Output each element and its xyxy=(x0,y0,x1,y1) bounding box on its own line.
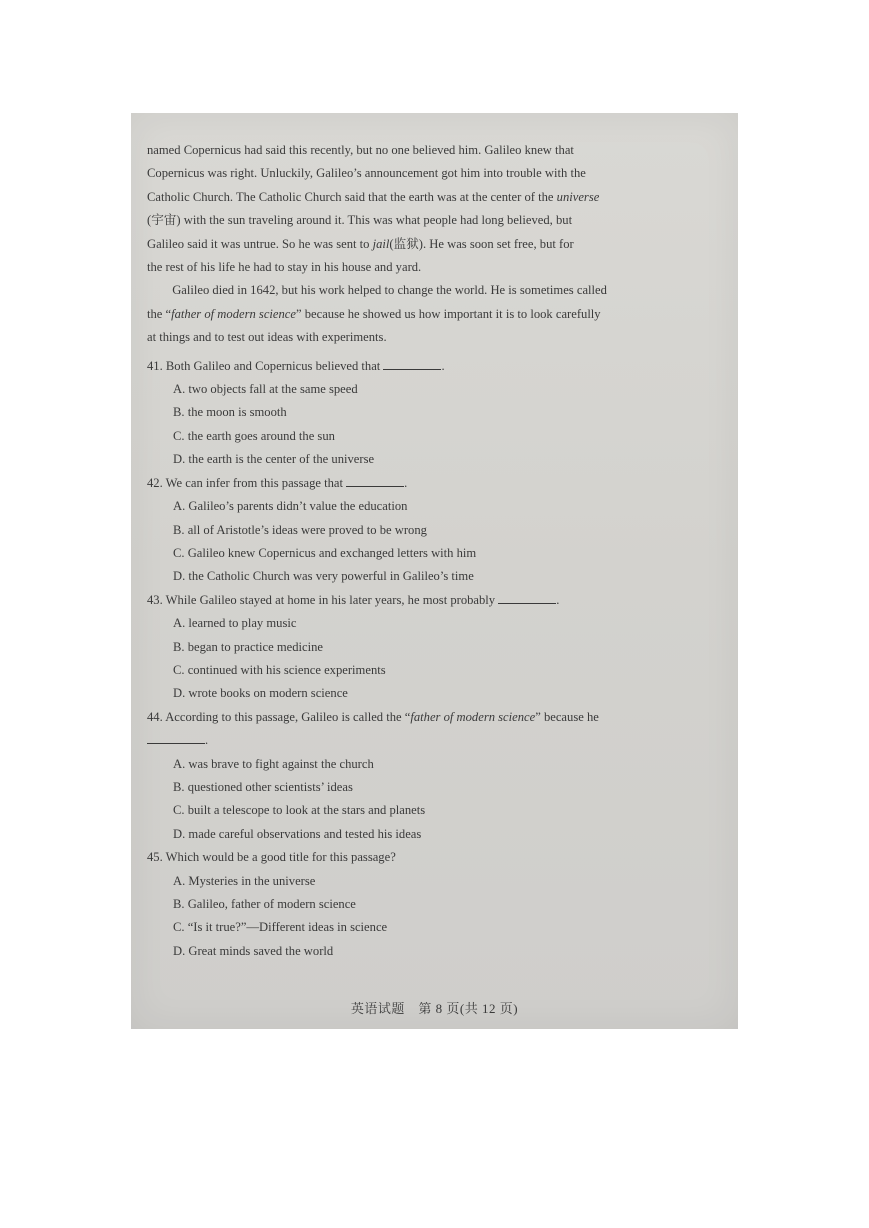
exam-page-photo xyxy=(131,113,738,1029)
passage-line: Catholic Church. The Catholic Church said that the earth was at the center of the universe xyxy=(147,189,600,204)
question-42 xyxy=(147,472,713,589)
question-stem: 41. Both Galileo and Copernicus believed that . xyxy=(147,358,445,373)
question-44 xyxy=(147,706,713,846)
question-43 xyxy=(147,589,713,706)
passage-paragraph-2 xyxy=(147,279,713,349)
answer-blank xyxy=(147,731,205,744)
option: D. Great minds saved the world xyxy=(173,943,334,958)
question-41 xyxy=(147,355,713,472)
question-45 xyxy=(147,846,713,963)
passage-paragraph-1 xyxy=(147,139,713,279)
passage-line: the “father of modern science” because he showed us how important it is to look carefully xyxy=(147,306,601,321)
page-footer: 英语试题 第 8 页(共 12 页) xyxy=(350,1001,519,1016)
page-content xyxy=(147,139,713,963)
answer-blank xyxy=(498,591,556,604)
option: A. was brave to fight against the church xyxy=(173,756,374,771)
answer-blank xyxy=(383,357,441,370)
passage-line: at things and to test out ideas with experiments. xyxy=(147,330,387,345)
question-stem: 44. According to this passage, Galileo is called the “father of modern science” because he xyxy=(147,709,599,724)
italic-term: father of modern science xyxy=(171,306,296,321)
option: D. the Catholic Church was very powerful in Galileo’s time xyxy=(173,569,474,584)
question-stem: 42. We can infer from this passage that . xyxy=(147,475,408,490)
answer-blank xyxy=(346,474,404,487)
option: A. Mysteries in the universe xyxy=(173,873,316,888)
passage-line: named Copernicus had said this recently, but no one believed him. Galileo knew that xyxy=(147,143,574,157)
option: B. all of Aristotle’s ideas were proved to be wrong xyxy=(173,522,427,537)
italic-term: father of modern science xyxy=(410,709,536,724)
passage-line: Copernicus was right. Unluckily, Galileo’s announcement got him into trouble with the xyxy=(147,166,586,181)
option: C. Galileo knew Copernicus and exchanged letters with him xyxy=(173,545,477,560)
passage-line: Galileo said it was untrue. So he was sent to jail(监狱). He was soon set free, but for xyxy=(147,236,574,251)
passage-line: the rest of his life he had to stay in his house and yard. xyxy=(147,260,422,275)
option: A. Galileo’s parents didn’t value the education xyxy=(173,499,408,514)
italic-term: jail xyxy=(372,236,390,251)
option: A. two objects fall at the same speed xyxy=(173,382,358,397)
passage-line: (宇宙) with the sun traveling around it. This was what people had long believed, but xyxy=(147,213,573,228)
italic-term: universe xyxy=(556,189,600,204)
option: D. the earth is the center of the universe xyxy=(173,452,375,467)
option: B. began to practice medicine xyxy=(173,639,324,654)
option: B. questioned other scientists’ ideas xyxy=(173,779,353,794)
option: C. built a telescope to look at the stars and planets xyxy=(173,803,426,818)
option: C. “Is it true?”—Different ideas in science xyxy=(173,920,388,935)
option: C. continued with his science experiments xyxy=(173,662,386,677)
option: B. Galileo, father of modern science xyxy=(173,897,356,911)
question-stem: 43. While Galileo stayed at home in his later years, he most probably . xyxy=(147,592,560,607)
option: A. learned to play music xyxy=(173,616,297,631)
question-stem-continuation: . xyxy=(147,729,713,752)
option: D. wrote books on modern science xyxy=(173,686,348,701)
option: B. the moon is smooth xyxy=(173,405,287,420)
question-stem: 45. Which would be a good title for this passage? xyxy=(147,850,396,865)
passage-line: Galileo died in 1642, but his work helped to change the world. He is sometimes called xyxy=(172,283,607,298)
option: D. made careful observations and tested his ideas xyxy=(173,826,422,841)
option: C. the earth goes around the sun xyxy=(173,428,335,443)
